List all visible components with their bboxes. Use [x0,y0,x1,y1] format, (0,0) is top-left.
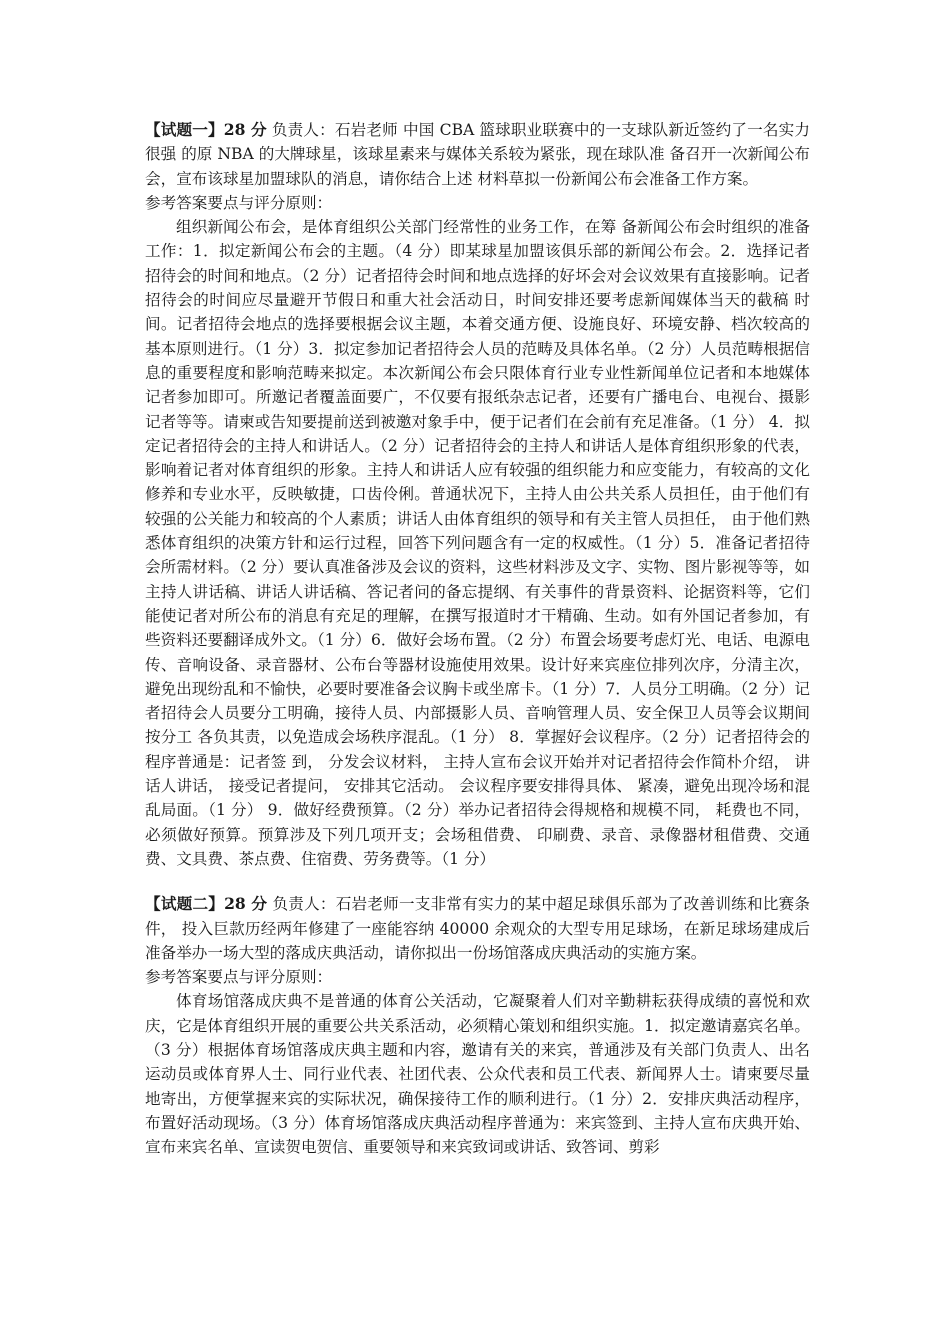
answer-one-body: 组织新闻公布会，是体育组织公关部门经常性的业务工作，在筹 备新闻公布会时组织的准备工作：1．拟定新闻公布会的主题。（4 分）即某球星加盟该俱乐部的新闻公布会。2．选择记者招待会的时间和地点。（2 分）记者招待会时间和地点选择的好坏会对会议效果有直接影响。记者招待会的时间应尽量避开节假日和重大社会活动日，时间安排还要考虑新闻媒体当天的截稿 时间。记者招待会地点的选择要根据会议主题，本着交通方便、设施良好、环境安静、档次较高的基本原则进行。（1 分）3．拟定参加记者招待会人员的范畴及具体名单。（2 分）人员范畴根据信息的重要程度和影响范畴来拟定。本次新闻公布会只限体育行业专业性新闻单位记者和本地媒体记者参加即可。所邀记者覆盖面要广，不仅要有报纸杂志记者，还要有广播电台、电视台、摄影记者等等。请柬或告知要提前送到被邀对象手中，便于记者们在会前有充足准备。（1 分） 4．拟定记者招待会的主持人和讲话人。（2 分）记者招待会的主持人和讲话人是体育组织形象的代表，影响着记者对体育组织的形象。主持人和讲话人应有较强的组织能力和应变能力，有较高的文化 修养和专业水平，反映敏捷，口齿伶俐。普通状况下，主持人由公共关系人员担任，由于他们有较强的公关能力和较高的个人素质；讲话人由体育组织的领导和有关主管人员担任， 由于他们熟悉体育组织的决策方针和运行过程，回答下列问题含有一定的权威性。（1 分）5．准备记者招待会所需材料。（2 分）要认真准备涉及会议的资料，这些材料涉及文字、实物、图片影视等等，如主持人讲话稿、讲话人讲话稿、答记者问的备忘提纲、有关事件的背景资料、论据资料等，它们能使记者对所公布的消息有充足的理解，在撰写报道时才干精确、生动。如有外国记者参加，有些资料还要翻译成外文。（1 分）6．做好会场布置。（2 分）布置会场要考虑灯光、电话、电源电传、音响设备、录音器材、公布台等器材设施使用效果。设计好来宾座位排列次序，分清主次，避免出现纷乱和不愉快，必要时要准备会议胸卡或坐席卡。（1 分）7．人员分工明确。（2 分）记者招待会人员要分工明确，接待人员、内部摄影人员、音响管理人员、安全保卫人员等会议期间按分工 各负其责，以免造成会场秩序混乱。（1 分） 8．掌握好会议程序。（2 分）记者招待会的程序普通是：记者签 到， 分发会议材料， 主持人宣布会议开始并对记者招待会作简朴介绍， 讲话人讲话， 接受记者提问， 安排其它活动。 会议程序要安排得具体、 紧凑，避免出现冷场和混乱局面。（1 分） 9．做好经费预算。（2 分）举办记者招待会得规格和规模不同， 耗费也不同，必须做好预算。预算涉及下列几项开支；会场租借费、 印刷费、录音、录像器材租借费、交通费、文具费、茶点费、住宿费、劳务费等。（1 分） [145,218,810,868]
question-one-prompt [145,118,810,191]
answer-one-heading: 参考答案要点与评分原则： [145,193,333,212]
question-one-text: 负责人：石岩老师 中国 CBA 篮球职业联赛中的一支球队新近签约了一名实力很强 的原 NBA 的大牌球星，该球星素来与媒体关系较为紧张，现在球队准 备召开一次新闻公布会，宣布该球星加盟球队的消息，请你结合上述 材料草拟一份新闻公布会准备工作方案。 [145,121,810,188]
question-two-prompt [145,892,810,965]
question-one-heading: 【试题一】28 分 [145,120,267,139]
question-two-heading: 【试题二】28 分 [145,894,268,914]
answer-two-heading: 参考答案要点与评分原则： [145,968,333,987]
document-page [145,118,810,1159]
question-two-text: 负责人：石岩老师一支非常有实力的某中超足球俱乐部为了改善训练和比赛条件， 投入巨款历经两年修建了一座能容纳 40000 余观众的大型专用足球场，在新足球场建成后准备举办一场大型的落成庆典活动，请你拟出一份场馆落成庆典活动的实施方案。 [145,895,810,962]
section-divider-space [145,871,810,892]
answer-two-body: 体育场馆落成庆典不是普通的体育公关活动，它凝聚着人们对辛勤耕耘获得成绩的喜悦和欢庆，它是体育组织开展的重要公共关系活动，必须精心策划和组织实施。1．拟定邀请嘉宾名单。（3 分）根据体育场馆落成庆典主题和内容，邀请有关的来宾，普通涉及有关部门负责人、出名运动员或体育界人士、同行业代表、社团代表、公众代表和员工代表、新闻界人士。请柬要尽量地寄出，方便掌握来宾的实际状况，确保接待工作的顺利进行。（1 分）2．安排庆典活动程序，布置好活动现场。（3 分）体育场馆落成庆典活动程序普通为：来宾签到、主持人宣布庆典开始、宣布来宾名单、宣读贺电贺信、重要领导和来宾致词或讲话、致答词、剪彩 [145,992,810,1157]
